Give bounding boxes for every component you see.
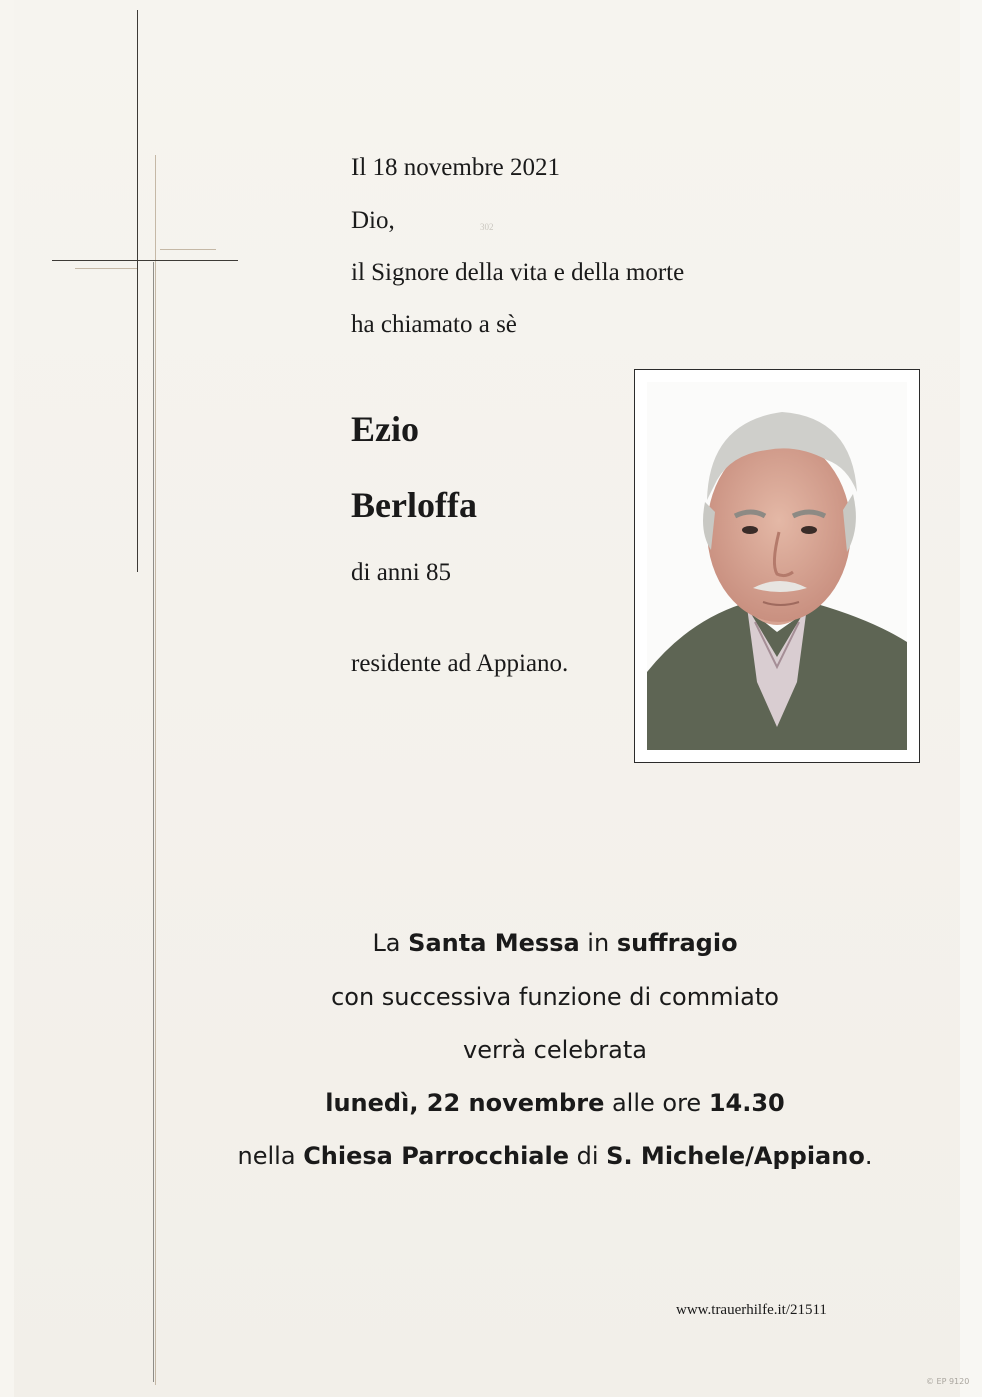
mass-line-1-d: suffragio (616, 929, 738, 957)
faint-mark: 302 (480, 222, 494, 232)
last-name: Berloffa (351, 485, 477, 525)
mass-line-3: verrà celebrata (463, 1036, 647, 1064)
mass-line-5-c: di (569, 1142, 607, 1170)
mass-line-1-b: Santa Messa (408, 929, 580, 957)
date-line: Il 18 novembre 2021 (351, 154, 560, 181)
mass-line-1-c: in (579, 929, 617, 957)
mass-line-5-e: . (864, 1142, 873, 1170)
mass-line-5-d: S. Michele/Appiano (606, 1142, 865, 1170)
footer-url: www.trauerhilfe.it/21511 (676, 1302, 827, 1318)
residence-line: residente ad Appiano. (351, 650, 569, 677)
mass-line-1 (160, 929, 950, 957)
mass-line-1-a: La (372, 929, 409, 957)
mass-line-4-a: lunedì, 22 novembre (325, 1089, 605, 1117)
age-line: di anni 85 (351, 559, 451, 586)
dio-line: Dio, (351, 207, 395, 234)
mass-line-2: con successiva funzione di commiato (331, 983, 779, 1011)
mass-line-5-a: nella (237, 1142, 304, 1170)
mass-line-4 (160, 1089, 950, 1117)
right-edge (960, 0, 982, 1397)
portrait-photo (647, 382, 907, 750)
mass-line-4-b: alle ore (604, 1089, 709, 1117)
print-code: © EP 9120 (926, 1377, 970, 1386)
called-line: ha chiamato a sè (351, 311, 517, 338)
left-edge (0, 0, 14, 1397)
lord-line: il Signore della vita e della morte (351, 259, 685, 286)
portrait-icon (647, 382, 907, 750)
mass-line-5 (160, 1142, 950, 1170)
first-name: Ezio (351, 409, 419, 449)
mass-line-5-b: Chiesa Parrocchiale (303, 1142, 569, 1170)
mass-line-4-c: 14.30 (708, 1089, 785, 1117)
photo-frame (634, 369, 920, 763)
